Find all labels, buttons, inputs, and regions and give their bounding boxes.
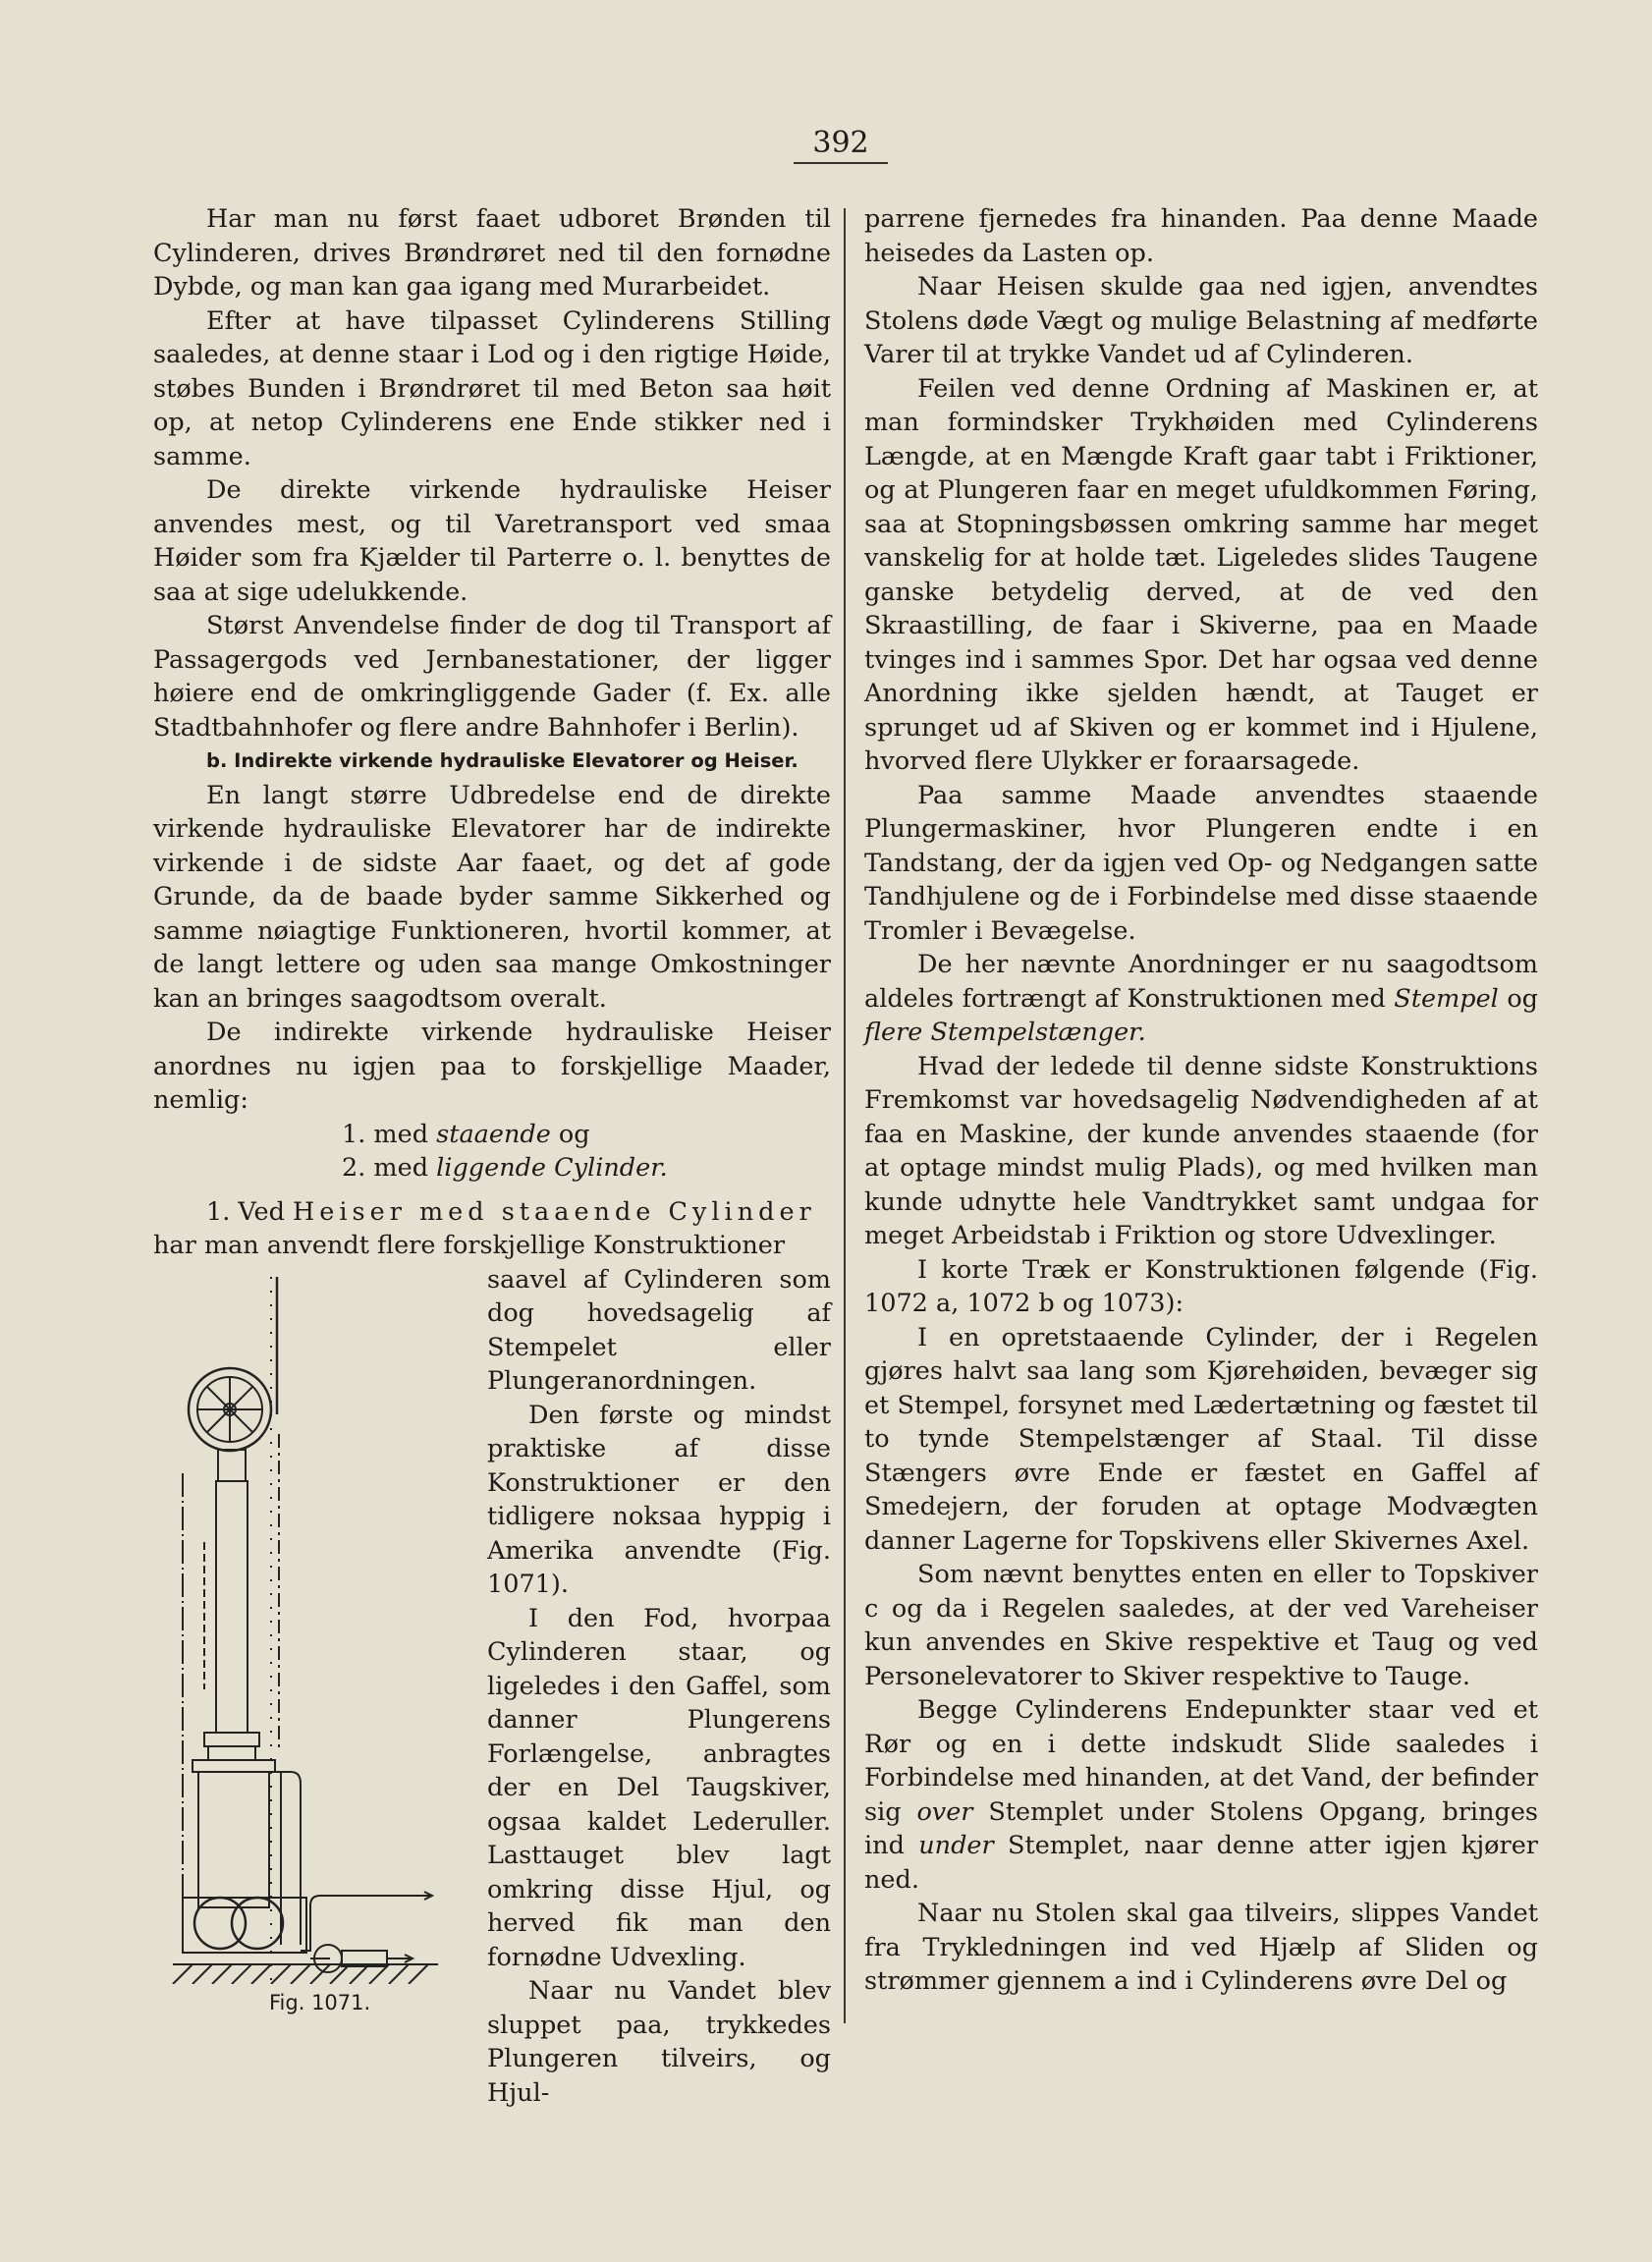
right-paragraph-5-italic: Stempel [1394, 983, 1499, 1014]
subsection-number: 1. Ved [206, 1196, 285, 1227]
fig-paragraph-4: Naar nu Vandet blev sluppet paa, trykkedes Plungeren tilveirs, og Hjul- [487, 1976, 831, 2108]
left-paragraph-7-start: har man anvendt flere forskjellige Konstruktioner [153, 1231, 786, 1260]
fig-paragraph-2: Den første og mindst praktiske af disse Konstruktioner er den tidligere noksaa hyppig i Amerika anvendte (Fig. 1071). [487, 1400, 831, 1599]
right-paragraph-2: Naar Heisen skulde gaa ned igjen, anvendtes Stolens døde Vægt og mulige Belastning af medførte Varer til at trykke Vandet ud af Cylinderen. [864, 272, 1538, 369]
left-paragraph-4: Størst Anvendelse finder de dog til Transport af Passagergods ved Jernbanestationer, der ligger høiere end de omkringliggende Gader (f. Ex. alle Stadtbahnhofer og flere andre Bahnhofer i Berlin). [153, 611, 831, 743]
right-paragraph-10-italic-1: over [916, 1796, 973, 1827]
figure-block [153, 1263, 831, 2111]
figure-1071 [153, 1263, 487, 2019]
fig-paragraph-3: I den Fod, hvorpaa Cylinderen staar, og ligeledes i den Gaffel, som danner Plungerens Forlængelse, anbragtes der en Del Taugskiver, ogsaa kaldet Lederuller. Lasttauget blev lagt omkring disse Hjul, og herved fik man den fornødne Udvexling. [487, 1603, 831, 1972]
left-paragraph-5: En langt større Udbredelse end de direkte virkende hydrauliske Elevatorer har de indirekte virkende i de sidste Aar faaet, og det af gode Grunde, da de baade byder samme Sikkerhed og samme nøiagtige Funktioneren, hvortil kommer, at de langt lettere og uden saa mange Omkostninger kan an bringes saagodtsom overalt. [153, 780, 831, 1014]
left-paragraph-2: Efter at have tilpasset Cylinderens Stilling saaledes, at denne staar i Lod og i den rigtige Høide, støbes Bunden i Brøndrøret til med Beton saa høit op, at netop Cylinderens ene Ende stikker ned i samme. [153, 305, 831, 471]
subsection-title [153, 1195, 831, 1230]
figure-caption: Fig. 1071. [269, 1990, 371, 2014]
right-paragraph-3: Feilen ved denne Ordning af Maskinen er, at man formindsker Trykhøiden med Cylinderens Længde, at en Mængde Kraft gaar tabt i Friktioner, og at Plungeren faar en meget ufuldkommen Føring, saa at Stopningsbøssen omkring samme har meget vanskelig for at holde tæt. Ligeledes slides Taugene ganske betydelig derved, at de ved den Skraastilling, de faar i Skiverne, paa en Maade tvinges ind i sammes Spor. Det har ogsaa ved denne Anordning ikke sjelden hændt, at Tauget er sprunget ud af Skiven og er kommet ind i Hjulene, hvorved flere Ulykker er foraarsagede. [864, 373, 1538, 776]
right-paragraph-10-italic-2: under [918, 1831, 994, 1860]
right-paragraph-5-italic-2: flere Stempelstænger. [864, 1018, 1146, 1047]
elevator-drawing [153, 1277, 477, 1984]
plunger [216, 1481, 248, 1733]
right-paragraph-4: Paa samme Maade anvendtes staaende Plungermaskiner, hvor Plungeren endte i en Tandstang, der da igjen ved Op- og Nedgangen satte Tandhjulene og de i Forbindelse med disse staaende Tromler i Bevægelse. [864, 780, 1538, 946]
right-paragraph-10 [864, 1693, 1538, 1897]
pipe [269, 1772, 301, 1945]
right-paragraph-5-start: De her nævnte Anordninger er nu saagodtsom aldeles fortrængt af Konstruktionen med [864, 950, 1538, 1014]
right-paragraph-5 [864, 948, 1538, 1050]
right-paragraph-10-start: Begge Cylinderens Endepunkter staar ved et Rør og en i dette indskudt Slide saaledes i Forbindelse med hinanden, at det Vand, der befinder sig [864, 1695, 1538, 1827]
left-paragraph-3: De direkte virkende hydrauliske Heiser anvendes mest, og til Varetransport ved smaa Høider som fra Kjælder til Parterre o. l. benyttes de saa at sige udelukkende. [153, 475, 831, 607]
right-paragraph-9: Som nævnt benyttes enten en eller to Topskiver c og da i Regelen saaledes, at der ved Vareheiser kun anvendes en Skive respektive et Taug og ved Personelevatorer to Skiver respektive to Tauge. [864, 1560, 1538, 1691]
list-item-1 [153, 1118, 831, 1152]
right-paragraph-5-mid: og [1507, 983, 1538, 1014]
list-item-2 [153, 1151, 831, 1186]
list-item-2-number: 2. med [342, 1153, 429, 1183]
right-paragraph-6: Hvad der ledede til denne sidste Konstruktions Fremkomst var hovedsagelig Nødvendigheden af at faa en Maskine, der kunde anvendes staaende (for at optage mindst mulig Plads), og med hvilken man kunde udnytte hele Vandtrykket samt undgaa for meget Arbeidstab i Friktion og store Udvexlinger. [864, 1051, 1538, 1250]
column-divider [844, 208, 846, 2023]
right-paragraph-10-end: Stemplet, naar denne atter igjen kjører ned. [864, 1831, 1538, 1895]
page-number: 392 [794, 126, 888, 164]
list-item-2-italic: liggende Cylinder. [436, 1153, 668, 1183]
list-item-1-italic: staaende [436, 1119, 551, 1149]
gland [204, 1733, 259, 1746]
right-paragraph-10-mid: Stemplet under Stolens Opgang, bringes ind [864, 1796, 1539, 1860]
right-paragraph-1: parrene fjernedes fra hinanden. Paa denne Maade heisedes da Lasten op. [864, 204, 1538, 268]
right-paragraph-8: I en opretstaaende Cylinder, der i Regelen gjøres halvt saa lang som Kjørehøiden, bevæger sig et Stempel, forsynet med Lædertætning og fæstet til to tynde Stempelstænger af Staal. Til disse Stængers øvre Ende er fæstet en Gaffel af Smedejern, der foruden at optage Modvægten danner Lagerne for Topskivens eller Skivernes Axel. [864, 1322, 1538, 1556]
left-column [153, 202, 831, 2110]
list-item-1-number: 1. med [342, 1119, 429, 1149]
right-paragraph-11: Naar nu Stolen skal gaa tilveirs, slippes Vandet fra Trykledningen ind ved Hjælp af Sliden og strømmer gjennem a ind i Cylinderens øvre Del og [864, 1899, 1538, 1996]
fig-paragraph-1: saavel af Cylinderen som dog hovedsagelig af Stempelet eller Plungeranordningen. [487, 1264, 831, 1396]
right-paragraph-7: I korte Træk er Konstruktionen følgende (Fig. 1072 a, 1072 b og 1073): [864, 1254, 1538, 1318]
bottom-sheave-2 [232, 1898, 283, 1949]
left-paragraph-1: Har man nu først faaet udboret Brønden til Cylinderen, drives Brøndrøret ned til den fornødne Dybde, og man kan gaa igang med Murarbeidet. [153, 204, 831, 302]
figure-side-text [487, 1263, 831, 2111]
subsection-spaced: Heiser med staaende Cylinder [293, 1196, 816, 1227]
supply-pipe [301, 1896, 411, 1951]
left-paragraph-6: De indirekte virkende hydrauliske Heiser anordnes nu igjen paa to forskjellige Maader, nemlig: [153, 1018, 831, 1115]
list-item-1-end: og [558, 1119, 590, 1149]
fork [218, 1450, 246, 1481]
section-heading: b. Indirekte virkende hydrauliske Elevatorer og Heiser. [206, 749, 798, 772]
cylinder [198, 1772, 269, 1907]
right-column [864, 202, 1538, 1999]
cylinder-top [193, 1760, 275, 1772]
